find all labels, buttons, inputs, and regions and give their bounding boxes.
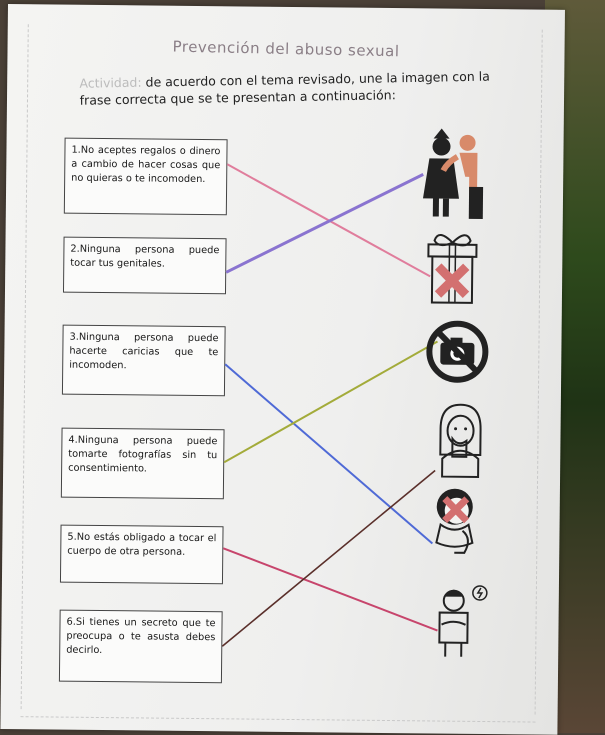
gift-crossed-icon — [422, 228, 483, 307]
instructions-text: de acuerdo con el tema revisado, une la imagen con la frase correcta que se te presentan a continuación: — [79, 68, 490, 108]
statement-text-1: 1.No aceptes regalos o dinero a cambio de hacer cosas que no quieras o te incomoden. — [71, 144, 221, 186]
worried-child-icon — [431, 580, 492, 661]
connection-line-6 — [222, 468, 435, 648]
connection-line-3 — [223, 364, 434, 543]
statement-text-2: 2.Ninguna persona puede tocar tus genitales. — [70, 243, 220, 270]
instructions-lead: Actividad: — [79, 74, 142, 91]
connection-line-2 — [226, 172, 423, 274]
connection-line-4 — [224, 339, 437, 464]
adult-touching-child-icon — [411, 126, 492, 227]
statement-text-3: 3.Ninguna persona puede hacerte caricias que te incomoden. — [69, 331, 219, 372]
statement-text-5: 5.No estás obligado a tocar el cuerpo de otra persona. — [67, 531, 217, 558]
worksheet-paper — [0, 4, 565, 735]
secret-whisper-icon — [428, 398, 489, 479]
crossed-touch-face-icon — [424, 478, 485, 565]
statement-text-4: 4.Ninguna persona puede tomarte fotografías sin tu consentimiento. — [68, 434, 218, 475]
page-title: Prevención del abuso sexual — [172, 37, 400, 61]
statement-text-6: 6.Si tienes un secreto que te preocupa o te asusta debes decirlo. — [66, 616, 216, 657]
no-camera-icon — [424, 318, 491, 385]
connection-line-5 — [222, 548, 438, 630]
